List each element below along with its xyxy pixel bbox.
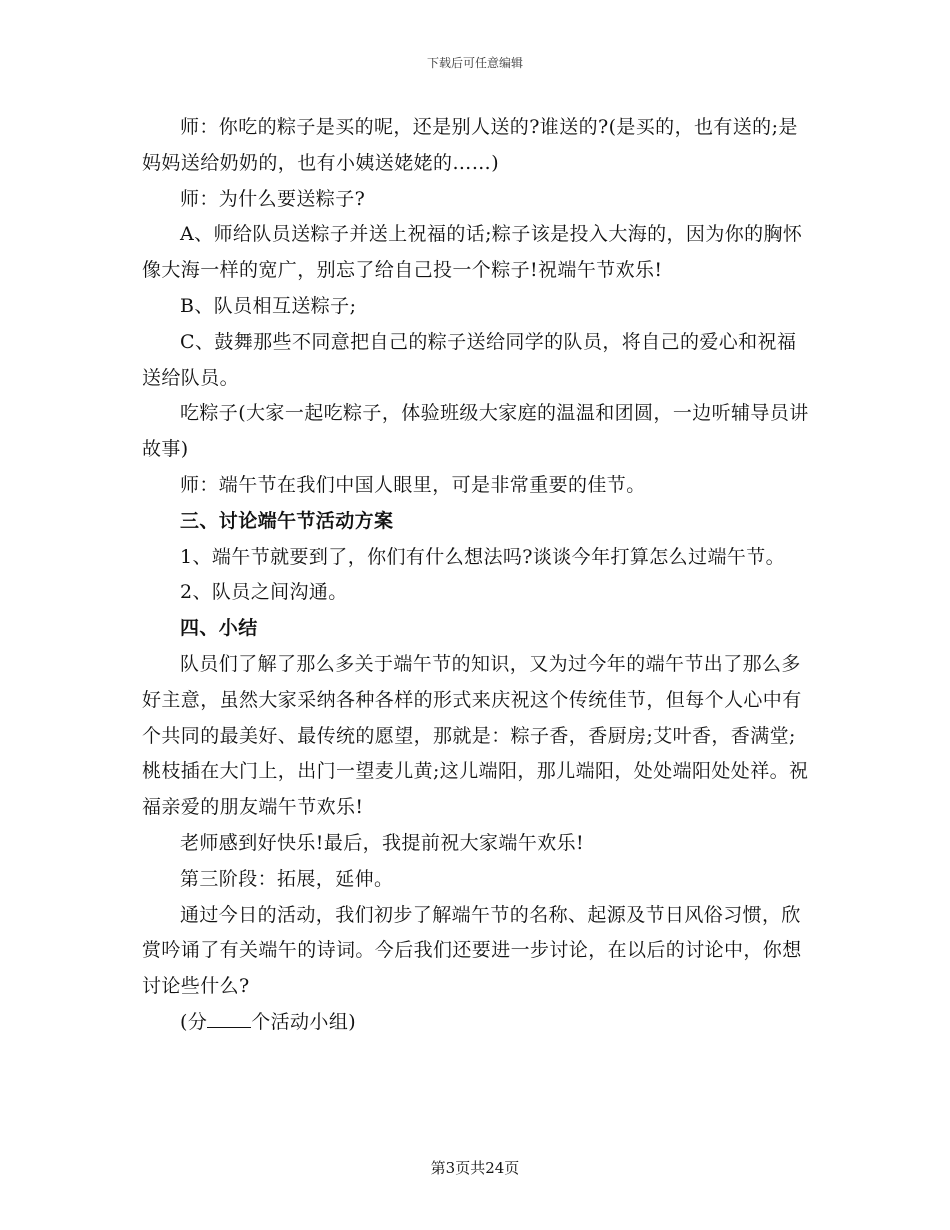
paragraph: 师：你吃的粽子是买的呢，还是别人送的?谁送的?(是买的，也有送的;是妈妈送给奶奶的，也有小姨送姥姥的……) (142, 116, 798, 174)
paragraph: 1、端午节就要到了，你们有什么想法吗?谈谈今年打算怎么过端午节。 (180, 545, 786, 568)
paragraph: C、鼓舞那些不同意把自己的粽子送给同学的队员，将自己的爱心和祝福送给队员。 (142, 330, 797, 389)
text-before-blank: (分 (180, 1010, 208, 1033)
paragraph: 吃粽子(大家一起吃粽子，体验班级大家庭的温温和团圆，一边听辅导员讲故事) (142, 402, 809, 461)
paragraph: B、队员相互送粽子; (180, 294, 357, 317)
fill-in-blank (207, 1009, 251, 1028)
paragraph: A、师给队员送粽子并送上祝福的话;粽子该是投入大海的，因为你的胸怀像大海一样的宽广，别忘了给自己投一个粽子!祝端午节欢乐! (142, 223, 803, 282)
paragraph: 师：为什么要送粽子? (180, 187, 366, 210)
paragraph: 2、队员之间沟通。 (180, 581, 348, 604)
page-header: 下载后可任意编辑 (426, 56, 523, 70)
body-content (142, 110, 812, 1041)
section-heading: 三、讨论端午节活动方案 (180, 509, 394, 532)
paragraph: 通过今日的活动，我们初步了解端午节的名称、起源及节日风俗习惯，欣赏吟诵了有关端午的诗词。今后我们还要进一步讨论，在以后的讨论中，你想讨论些什么? (142, 903, 802, 998)
paragraph: 第三阶段：拓展，延伸。 (180, 867, 394, 890)
section-heading: 四、小结 (180, 617, 258, 640)
paragraph: 队员们了解了那么多关于端午节的知识，又为过今年的端午节出了那么多好主意，虽然大家采纳各种各样的形式来庆祝这个传统佳节，但每个人心中有个共同的最美好、最传统的愿望，那就是：粽子香，香厨房;艾叶香，香满堂;桃枝插在大门上，出门一望麦儿黄;这儿端阳，那儿端阳，处处端阳处处祥。祝福亲爱的朋友端午节欢乐! (142, 652, 809, 819)
paragraph: 师：端午节在我们中国人眼里，可是非常重要的佳节。 (180, 473, 646, 496)
paragraph-with-blank (142, 1005, 812, 1041)
paragraph: 老师感到好快乐!最后，我提前祝大家端午欢乐! (180, 831, 585, 854)
page-footer: 第3页共24页 (430, 1159, 520, 1177)
text-after-blank: 个活动小组) (251, 1010, 357, 1033)
